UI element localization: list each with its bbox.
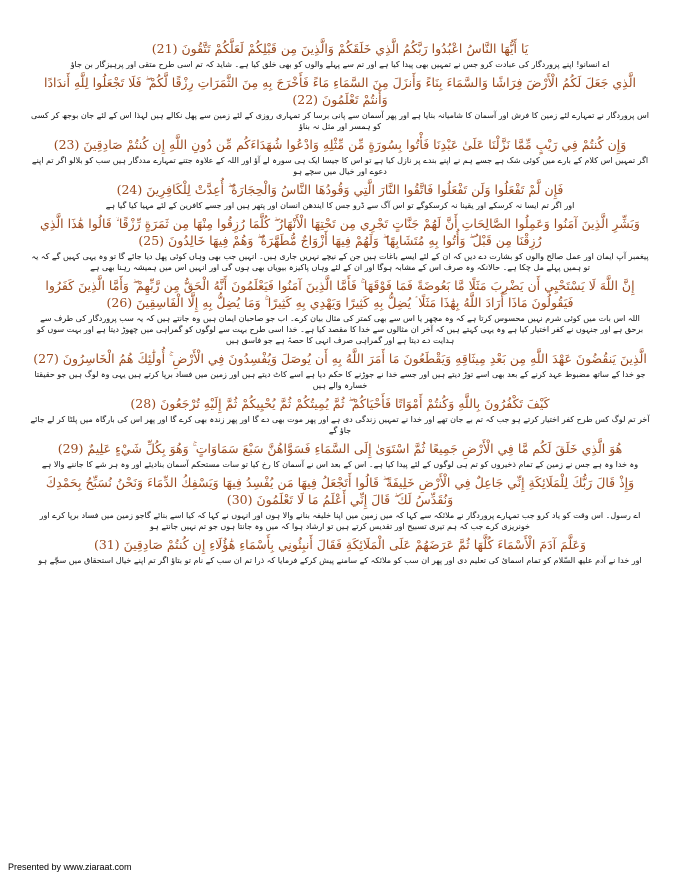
verse-23 <box>30 136 650 177</box>
verse-28 <box>30 395 650 436</box>
verse-29 <box>30 440 650 470</box>
verse-30 <box>30 474 650 532</box>
urdu-translation: اللہ اس بات میں کوئی شرم نہیں محسوس کرتا ہے کہ وہ مچھر یا اس سے بھی کمتر کی مثال بیان کرے۔ اب جو صاحبان ایمان ہیں وہ جانتے ہیں کہ یہ سب پروردگار کی طرف سے برحق ہے اور جنہوں نے کفر اختیار کیا ہے وہ یہی کہتے ہیں کہ آخر ان مثالوں سے خدا کا مقصد کیا ہے۔ خدا اسی طرح بہت سے لوگوں کو گمراہی میں چھوڑ دیتا ہے اور بہت سوں کو ہدایت دے دیتا ہے اور گمراہی صرف انہی کا حصہّ ہے جو فاسق ہیں <box>36 314 644 345</box>
page-content <box>30 40 650 570</box>
urdu-translation: آخر تم لوگ کس طرح کفر اختیار کرتے ہو جب کہ تم بے جان تھے اور خدا نے تمہیں زندگی دی ہے اور پھر موت بھی دے گا اور پھر زندہ بھی کرے گا اور پھر اس کی بارگاہ میں پلٹا کر لے جائے جاؤ گے <box>30 415 650 435</box>
arabic-text: هُوَ الَّذِي خَلَقَ لَكُم مَّا فِي الْأَرْضِ جَمِيعًا ثُمَّ اسْتَوَىٰ إِلَى السَّمَاءِ فَسَوَّاهُنَّ سَبْعَ سَمَاوَاتٍ ۚ وَهُوَ بِكُلِّ شَيْءٍ عَلِيمٌ (29) <box>57 441 623 456</box>
verse-number: (21) <box>151 41 178 56</box>
verse-21 <box>30 40 650 70</box>
verse-number: (26) <box>106 295 133 310</box>
arabic-text: الَّذِينَ يَنقُضُونَ عَهْدَ اللَّهِ مِن بَعْدِ مِيثَاقِهِ وَيَقْطَعُونَ مَا أَمَرَ اللَّهُ بِهِ أَن يُوصَلَ وَيُفْسِدُونَ فِي الْأَرْضِ ۚ أُولَٰئِكَ هُمُ الْخَاسِرُونَ (27) <box>33 351 647 366</box>
arabic-text: كَيْفَ تَكْفُرُونَ بِاللَّهِ وَكُنتُمْ أَمْوَاتًا فَأَحْيَاكُمْ ۖ ثُمَّ يُمِيتُكُمْ ثُمَّ يُحْيِيكُمْ ثُمَّ إِلَيْهِ تُرْجَعُونَ (28) <box>130 396 550 411</box>
urdu-translation: اور اگر تم ایسا نہ کرسکے اور یقینا نہ کرسکوگے تو اس آگ سے ڈرو جس کا ایندھن انسان اور پتھر ہیں اور جسے کافرین کے لئے مہیا کیا گیا ہے <box>105 201 575 210</box>
arabic-text: الَّذِي جَعَلَ لَكُمُ الْأَرْضَ فِرَاشًا وَالسَّمَاءَ بِنَاءً وَأَنزَلَ مِنَ السَّمَاءِ مَاءً فَأَخْرَجَ بِهِ مِنَ الثَّمَرَاتِ رِزْقًا لَّكُمْ ۖ فَلَا تَجْعَلُوا لِلَّهِ أَندَادًا وَأَنتُمْ تَعْلَمُونَ (22) <box>43 75 636 107</box>
verse-number: (29) <box>57 441 84 456</box>
urdu-translation: پیغمبر آپ ایمان اور عمل صالح والوں کو بشارت دے دیں کہ ان کے لئے ایسے باغات ہیں جن کے نیچے نہریں جاری ہیں۔ انہیں جب بھی وہاں کوئی پھل دیا جائے گا تو وہ یہی کہیں گے کہ یہ تو ہمیں پہلے مل چکا ہے۔ حالانکہ وہ صرف اس کے مشابہ ہوگا اور ان کے لئے وہاں پاکیزہ بیویاں بھی ہوں گی اور انہیں اس میں ہمیشہ رہنا بھی ہے <box>31 252 649 272</box>
verse-31 <box>30 536 650 566</box>
arabic-text: إِنَّ اللَّهَ لَا يَسْتَحْيِي أَن يَضْرِبَ مَثَلًا مَّا بَعُوضَةً فَمَا فَوْقَهَا ۚ فَأَمَّا الَّذِينَ آمَنُوا فَيَعْلَمُونَ أَنَّهُ الْحَقُّ مِن رَّبِّهِمْ ۖ وَأَمَّا الَّذِينَ كَفَرُوا فَيَقُولُونَ مَاذَا أَرَادَ اللَّهُ بِهَٰذَا مَثَلًا ۘ يُضِلُّ بِهِ كَثِيرًا وَيَهْدِي بِهِ كَثِيرًا ۚ وَمَا يُضِلُّ بِهِ إِلَّا الْفَاسِقِينَ (26) <box>45 278 635 310</box>
urdu-translation: اس پروردگار نے تمہارے لئے زمین کا فرش اور آسمان کا شامیانہ بنایا ہے اور پھر آسمان سے پانی برسا کر تمہاری روزی کے لئے زمین سے پھل نکالے ہیں لہذا اس کے لئے جان بوجھ کر کسی کو ہمسر اور مثل نہ بناؤ <box>31 111 649 131</box>
verse-number: (25) <box>138 233 165 248</box>
verse-25 <box>30 215 650 273</box>
verse-number: (27) <box>33 351 59 366</box>
verse-number: (31) <box>93 537 120 552</box>
verse-number: (23) <box>53 137 80 152</box>
verse-number: (24) <box>116 182 143 197</box>
verse-24 <box>30 181 650 211</box>
verse-22 <box>30 74 650 132</box>
urdu-translation: اے رسول۔ اس وقت کو یاد کرو جب تمہارے پروردگار نے ملائکہ سے کہا کہ میں زمین میں اپنا خلیفہ بنانے والا ہوں اور انہوں نے کہا کہ کیا اسے بنائے گاجو زمین میں فساد برپا کرے اور خونریزی کرے جب کہ ہم تیری تسبیح اور تقدیس کرتے ہیں تو ارشاد ہوا کہ میں وہ جانتا ہوں جو تم نہیں جانتے ہو <box>39 511 641 531</box>
verse-27 <box>30 350 650 391</box>
arabic-text: يَا أَيُّهَا النَّاسُ اعْبُدُوا رَبَّكُمُ الَّذِي خَلَقَكُمْ وَالَّذِينَ مِن قَبْلِكُمْ لَعَلَّكُمْ تَتَّقُونَ (21) <box>151 41 529 56</box>
urdu-translation: اگر تمہیں اس کلام کے بارے میں کوئی شک ہے جسے ہم نے اپنے بندے پر نازل کیا ہے تو اس کا جیسا ایک ہی سورہ لے آؤ اور اللہ کے علاوہ جتنے تمہارے مددگار ہیں سب کو بلالو اگر تم اپنے دعوے اور خیال میں سچے ہو <box>31 156 649 176</box>
arabic-text: وَإِذْ قَالَ رَبُّكَ لِلْمَلَائِكَةِ إِنِّي جَاعِلٌ فِي الْأَرْضِ خَلِيفَةً ۖ قَالُوا أَتَجْعَلُ فِيهَا مَن يُفْسِدُ فِيهَا وَيَسْفِكُ الدِّمَاءَ وَنَحْنُ نُسَبِّحُ بِحَمْدِكَ وَنُقَدِّسُ لَكَ ۖ قَالَ إِنِّي أَعْلَمُ مَا لَا تَعْلَمُونَ (30) <box>45 475 635 507</box>
verse-26 <box>30 277 650 346</box>
arabic-text: وَبَشِّرِ الَّذِينَ آمَنُوا وَعَمِلُوا الصَّالِحَاتِ أَنَّ لَهُمْ جَنَّاتٍ تَجْرِي مِن تَحْتِهَا الْأَنْهَارُ ۖ كُلَّمَا رُزِقُوا مِنْهَا مِن ثَمَرَةٍ رِّزْقًا ۙ قَالُوا هَٰذَا الَّذِي رُزِقْنَا مِن قَبْلُ ۖ وَأُتُوا بِهِ مُتَشَابِهًا ۖ وَلَهُمْ فِيهَا أَزْوَاجٌ مُّطَهَّرَةٌ ۖ وَهُمْ فِيهَا خَالِدُونَ (25) <box>40 216 640 248</box>
urdu-translation: اے انسانو! اپنے پروردگار کی عبادت کرو جس نے تمہیں بھی پیدا کیا ہے اور تم سے پہلے والوں کو بھی خلق کیا ہے۔ شاید کہ تم اسی طرح متقی اور پرہیزگار بن جاؤ <box>70 60 610 69</box>
arabic-text: فَإِن لَّمْ تَفْعَلُوا وَلَن تَفْعَلُوا فَاتَّقُوا النَّارَ الَّتِي وَقُودُهَا النَّاسُ وَالْحِجَارَةُ ۖ أُعِدَّتْ لِلْكَافِرِينَ (24) <box>116 182 564 197</box>
verse-number: (28) <box>130 396 157 411</box>
verse-number: (22) <box>292 92 319 107</box>
verse-number: (30) <box>226 492 253 507</box>
arabic-text: وَعَلَّمَ آدَمَ الْأَسْمَاءَ كُلَّهَا ثُمَّ عَرَضَهُمْ عَلَى الْمَلَائِكَةِ فَقَالَ أَنبِئُونِي بِأَسْمَاءِ هَٰؤُلَاءِ إِن كُنتُمْ صَادِقِينَ (31) <box>93 537 587 552</box>
urdu-translation: جو خدا کے ساتھ مضبوط عہد کرنے کے بعد بھی اسے توڑ دیتے ہیں اور جسے خدا نے جوڑنے کا حکم دیا ہے اسے کاٹ دیتے ہیں اور زمین میں فساد برپا کرتے ہیں یہی وہ لوگ ہیں جو حقیقتا خسارہ والے ہیں <box>34 370 646 390</box>
urdu-translation: وہ خدا وہ ہے جس نے زمین کے تمام ذخیروں کو تم ہی لوگوں کے لئے پیدا کیا ہے۔ اس کے بعد اس نے آسمان کا رخ کیا تو سات مستحکم آسمان بنادیئے اور وہ ہر شے کا جاننے والا ہے <box>41 460 639 469</box>
arabic-text: وَإِن كُنتُمْ فِي رَيْبٍ مِّمَّا نَزَّلْنَا عَلَىٰ عَبْدِنَا فَأْتُوا بِسُورَةٍ مِّن مِّثْلِهِ وَادْعُوا شُهَدَاءَكُم مِّن دُونِ اللَّهِ إِن كُنتُمْ صَادِقِينَ (23) <box>53 137 627 152</box>
footer-credit: Presented by www.ziaraat.com <box>8 862 132 872</box>
urdu-translation: اور خدا نے آدم علیھ السّلام کو تمام اسمائ کی تعلیم دی اور پھر ان سب کو ملائکہ کے سامنے پیش کرکے فرمایا کہ ذرا تم ان سب کے نام تو بتاؤ اگر تم اپنے خیال استحقاق میں سچّے ہو <box>38 556 642 565</box>
